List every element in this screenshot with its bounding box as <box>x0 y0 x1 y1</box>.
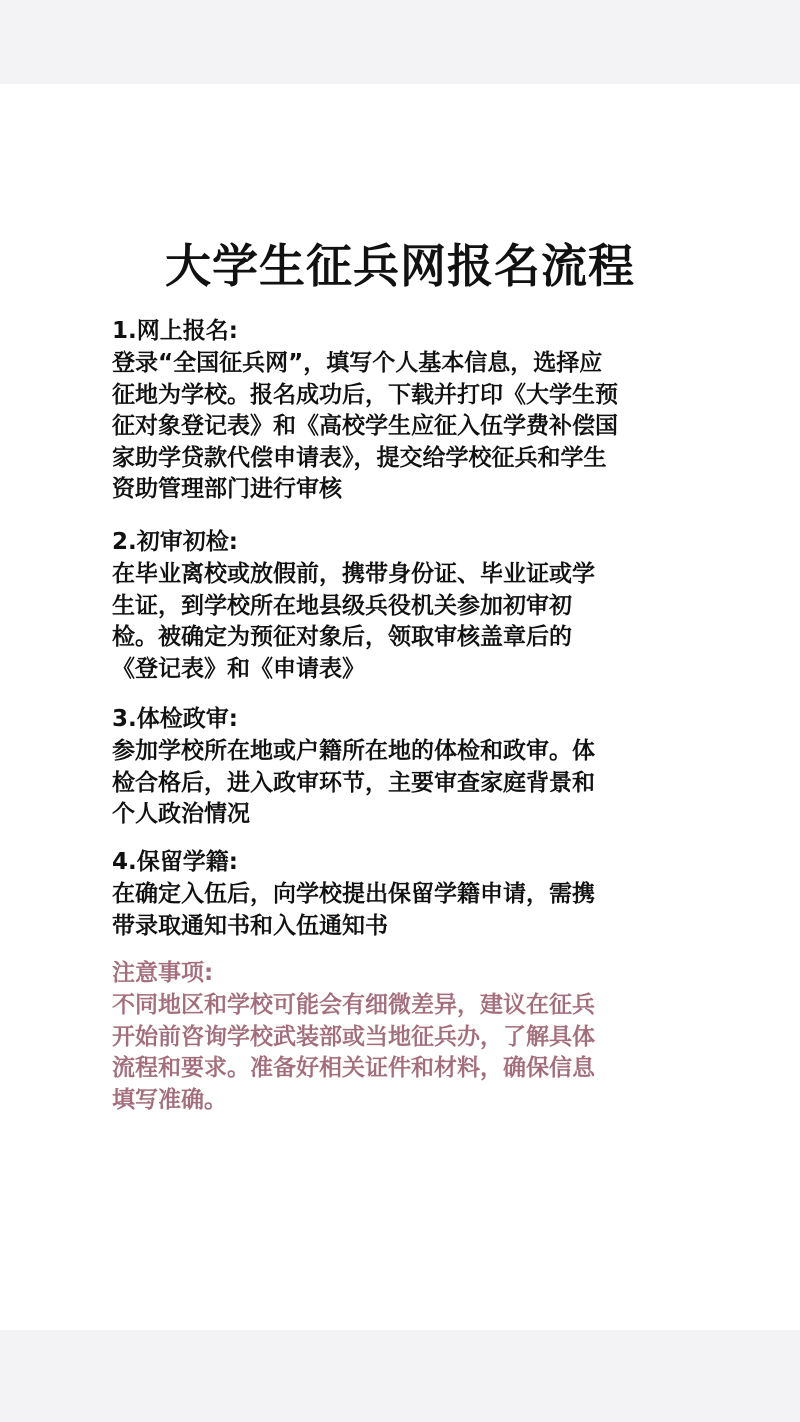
section-line: 带录取通知书和入伍通知书 <box>112 912 388 939</box>
section-initial-review <box>112 527 692 685</box>
notes-line: 不同地区和学校可能会有细微差异，建议在征兵 <box>112 992 595 1018</box>
section-line: 征对象登记表》和《高校学生应征入伍学费补偿国 <box>112 413 618 439</box>
notes-heading: 注意事项: <box>112 960 214 986</box>
section-heading: 1.网上报名: <box>112 318 238 344</box>
section-line: 检。被确定为预征对象后，领取审核盖章后的 <box>112 624 572 650</box>
section-line: 征地为学校。报名成功后，下载并打印《大学生预 <box>112 381 618 408</box>
notes-line: 开始前咨询学校武装部或当地征兵办，了解具体 <box>112 1023 595 1050</box>
section-line: 检合格后，进入政审环节，主要审查家庭背景和 <box>112 769 595 796</box>
section-line: 个人政治情况 <box>112 801 250 827</box>
section-heading: 3.体检政审: <box>112 706 238 732</box>
top-band <box>0 0 800 84</box>
notes-section <box>112 958 692 1116</box>
section-line: 在毕业离校或放假前，携带身份证、毕业证或学 <box>112 561 595 587</box>
section-line: 资助管理部门进行审核 <box>112 476 342 502</box>
section-heading: 2.初审初检: <box>112 529 238 555</box>
section-line: 登录“全国征兵网”，填写个人基本信息，选择应 <box>112 350 603 376</box>
bottom-band <box>0 1330 800 1422</box>
notes-line: 流程和要求。准备好相关证件和材料，确保信息 <box>112 1055 595 1081</box>
section-retain-enrollment <box>112 847 692 942</box>
page-title: 大学生征兵网报名流程 <box>165 238 635 293</box>
notes-line: 填写准确。 <box>112 1086 227 1113</box>
section-line: 《登记表》和《申请表》 <box>112 655 365 682</box>
section-line: 生证，到学校所在地县级兵役机关参加初审初 <box>112 592 572 619</box>
section-line: 参加学校所在地或户籍所在地的体检和政审。体 <box>112 738 595 764</box>
section-heading: 4.保留学籍: <box>112 849 238 875</box>
section-line: 在确定入伍后，向学校提出保留学籍申请，需携 <box>112 881 595 907</box>
section-online-registration <box>112 316 692 506</box>
section-medical-political-review <box>112 704 692 831</box>
section-line: 家助学贷款代偿申请表》，提交给学校征兵和学生 <box>112 444 607 471</box>
